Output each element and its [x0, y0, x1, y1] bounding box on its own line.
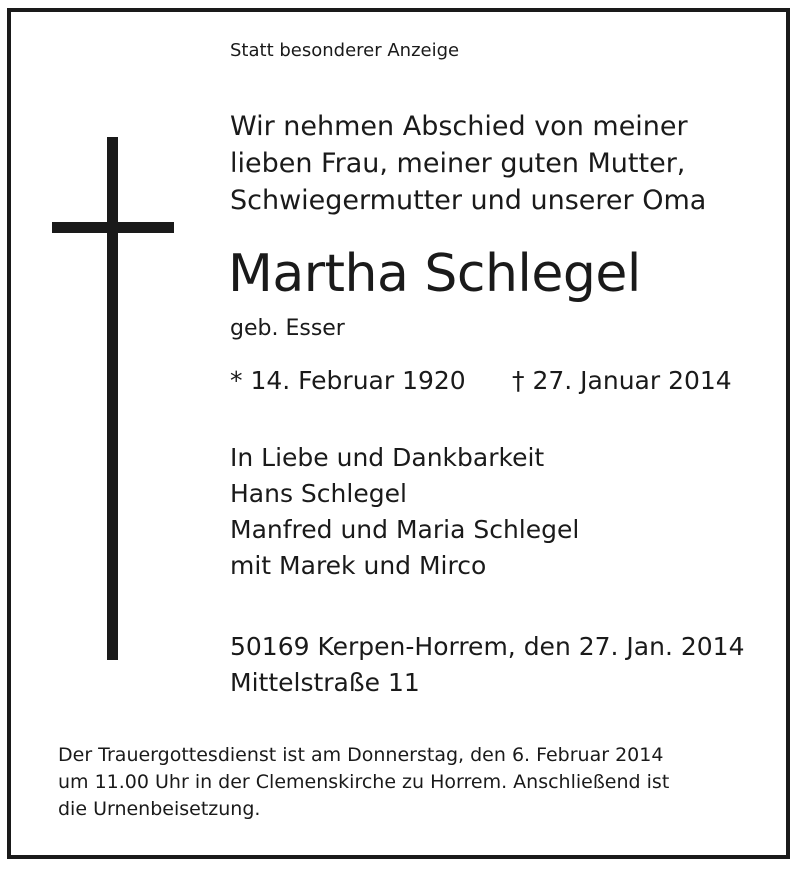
mourner-line: mit Marek und Mirco — [230, 551, 487, 580]
deceased-name: Martha Schlegel — [228, 244, 641, 304]
mourner-line: In Liebe und Dankbarkeit — [230, 443, 545, 472]
birth-date: * 14. Februar 1920 — [230, 366, 466, 395]
mourners-list — [230, 440, 579, 584]
mourner-line: Manfred und Maria Schlegel — [230, 515, 580, 544]
service-line: um 11.00 Uhr in der Clemenskirche zu Horrem. Anschließend ist — [58, 771, 670, 793]
death-date: † 27. Januar 2014 — [512, 366, 732, 395]
intro-text — [230, 108, 706, 219]
intro-line: Schwiegermutter und unserer Oma — [230, 185, 707, 216]
intro-line: lieben Frau, meiner guten Mutter, — [230, 148, 686, 179]
intro-line: Wir nehmen Abschied von meiner — [230, 111, 688, 142]
maiden-name: geb. Esser — [230, 316, 345, 341]
notice-header: Statt besonderer Anzeige — [230, 40, 460, 61]
service-line: Der Trauergottesdienst ist am Donnerstag, den 6. Februar 2014 — [58, 744, 664, 766]
service-line: die Urnenbeisetzung. — [58, 798, 261, 820]
place-date: 50169 Kerpen-Horrem, den 27. Jan. 2014 — [230, 632, 745, 661]
cross-horizontal-beam — [52, 222, 174, 233]
street-address: Mittelstraße 11 — [230, 668, 420, 697]
cross-vertical-beam — [107, 137, 118, 660]
mourner-line: Hans Schlegel — [230, 479, 407, 508]
address-block — [230, 629, 745, 701]
service-info — [58, 742, 669, 823]
